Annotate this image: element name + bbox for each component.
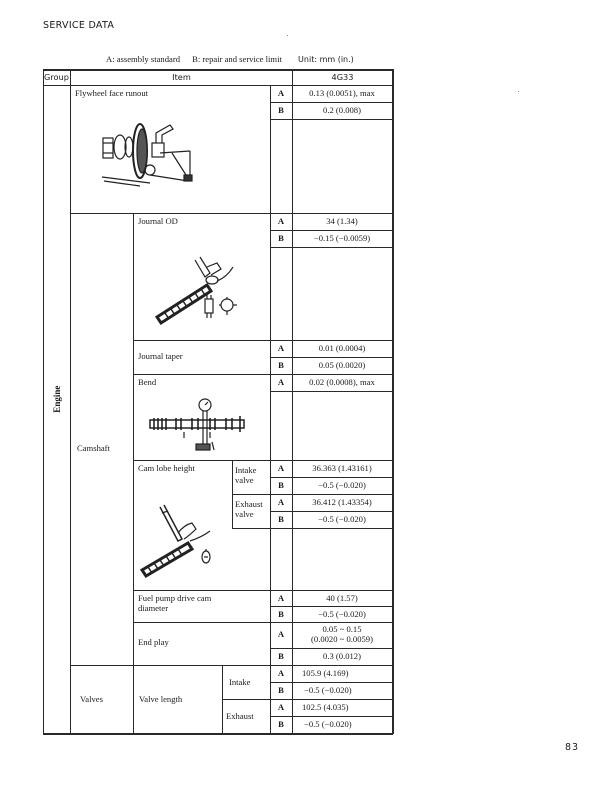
item-bend: Bend — [138, 377, 157, 387]
grade-label: A — [277, 702, 285, 712]
header-divider — [43, 85, 393, 86]
table-border-bottom — [43, 733, 393, 735]
section-divider — [133, 590, 392, 591]
spec-value: 0.3 (0.012) — [323, 651, 361, 661]
section-divider — [70, 665, 392, 666]
row-divider — [270, 102, 392, 103]
spec-value: −0.5 (−0.020) — [318, 514, 366, 524]
item-valve-length: Valve length — [139, 694, 183, 704]
spec-value: 36.412 (1.43354) — [312, 497, 372, 507]
group-label-engine: Engine — [51, 385, 62, 413]
row-divider — [222, 699, 392, 700]
item-flywheel-face-runout: Flywheel face runout — [75, 88, 149, 98]
row-divider — [232, 528, 392, 529]
section-divider — [70, 213, 392, 214]
row-divider — [270, 716, 392, 717]
item-journal-od: Journal OD — [138, 216, 178, 226]
legend — [106, 54, 364, 64]
flywheel-runout-illustration — [100, 125, 200, 200]
spec-value: 0.05 (0.0020) — [318, 360, 366, 370]
subgroup-col-divider — [133, 213, 134, 734]
row-divider — [270, 648, 392, 649]
section-divider — [133, 460, 392, 461]
spec-value: 102.5 (4.035) — [302, 702, 349, 712]
grade-label: B — [278, 685, 284, 695]
section-title: SERVICE DATA — [43, 20, 115, 31]
legend-b: B: repair and service limit — [192, 54, 282, 64]
legend-unit: Unit: mm (in.) — [298, 55, 354, 64]
subgroup-valves: Valves — [80, 694, 103, 704]
grade-label: A — [277, 668, 285, 678]
camshaft-bend-illustration — [148, 396, 248, 456]
subitem-intake-valve: Intake valve — [235, 465, 257, 485]
spec-value: 0.13 (0.0051), max — [309, 88, 375, 98]
row-divider — [270, 357, 392, 358]
header-item: Item — [172, 72, 191, 82]
grade-label: B — [278, 514, 284, 524]
section-divider — [133, 374, 392, 375]
spec-value: 34 (1.34) — [326, 216, 358, 226]
grade-label: B — [278, 105, 284, 115]
scan-speck — [518, 91, 519, 92]
legend-a: A: assembly standard — [106, 54, 180, 64]
spec-value: −0.5 (−0.020) — [304, 685, 352, 695]
row-divider — [270, 477, 392, 478]
group-col-divider — [70, 69, 71, 734]
grade-label: A — [277, 497, 285, 507]
table-border-top — [43, 69, 393, 71]
header-model: 4G33 — [331, 72, 354, 82]
spec-value: −0.15 (−0.0059) — [313, 233, 371, 243]
subitem-intake: Intake — [229, 677, 251, 687]
subitem-exhaust: Exhaust — [226, 711, 254, 721]
table-border-left — [43, 69, 44, 734]
spec-value-range: 0.05 ~ 0.15 (0.0020 ~ 0.0059) — [311, 624, 373, 644]
spec-value: 36.363 (1.43161) — [312, 463, 372, 473]
subgroup-camshaft: Camshaft — [77, 443, 110, 453]
grade-label: A — [277, 88, 285, 98]
row-divider — [270, 391, 392, 392]
spec-value: −0.5 (−0.020) — [318, 480, 366, 490]
grade-label: B — [278, 651, 284, 661]
section-divider — [133, 340, 392, 341]
grade-label: A — [277, 377, 285, 387]
section-divider — [133, 622, 392, 623]
grade-label: B — [278, 360, 284, 370]
grade-label: A — [277, 216, 285, 226]
table-border-right — [392, 69, 394, 734]
row-divider — [270, 682, 392, 683]
spec-value: −0.5 (−0.020) — [304, 719, 352, 729]
scan-speck — [287, 35, 288, 36]
page-number: 83 — [565, 742, 580, 753]
row-divider — [232, 494, 392, 495]
spec-value: 40 (1.57) — [326, 593, 358, 603]
grade-label: B — [278, 719, 284, 729]
spec-value: 0.02 (0.0008), max — [309, 377, 375, 387]
row-divider — [270, 247, 392, 248]
camshaft-journal-od-illustration — [155, 255, 245, 325]
grade-label: B — [278, 609, 284, 619]
row-divider — [270, 119, 392, 120]
subitem-exhaust-valve: Exhaust valve — [235, 499, 263, 519]
spec-value: 0.2 (0.008) — [323, 105, 361, 115]
item-journal-taper: Journal taper — [138, 351, 183, 361]
row-divider — [270, 511, 392, 512]
spec-value: −0.5 (−0.020) — [318, 609, 366, 619]
item-cam-lobe-height: Cam lobe height — [138, 463, 195, 473]
header-group: Group — [44, 72, 69, 82]
grade-label: A — [277, 463, 285, 473]
grade-label: A — [277, 629, 285, 639]
item-fuel-pump-drive-cam-diameter: Fuel pump drive cam diameter — [138, 593, 212, 613]
grade-label: B — [278, 233, 284, 243]
grade-label: A — [277, 593, 285, 603]
spec-value: 0.01 (0.0004) — [318, 343, 366, 353]
grade-label: B — [278, 480, 284, 490]
row-divider — [270, 606, 392, 607]
grade-label: A — [277, 343, 285, 353]
row-divider — [270, 230, 392, 231]
item-end-play: End play — [138, 637, 169, 647]
spec-value: 105.9 (4.169) — [302, 668, 349, 678]
cam-lobe-height-illustration — [140, 505, 230, 580]
